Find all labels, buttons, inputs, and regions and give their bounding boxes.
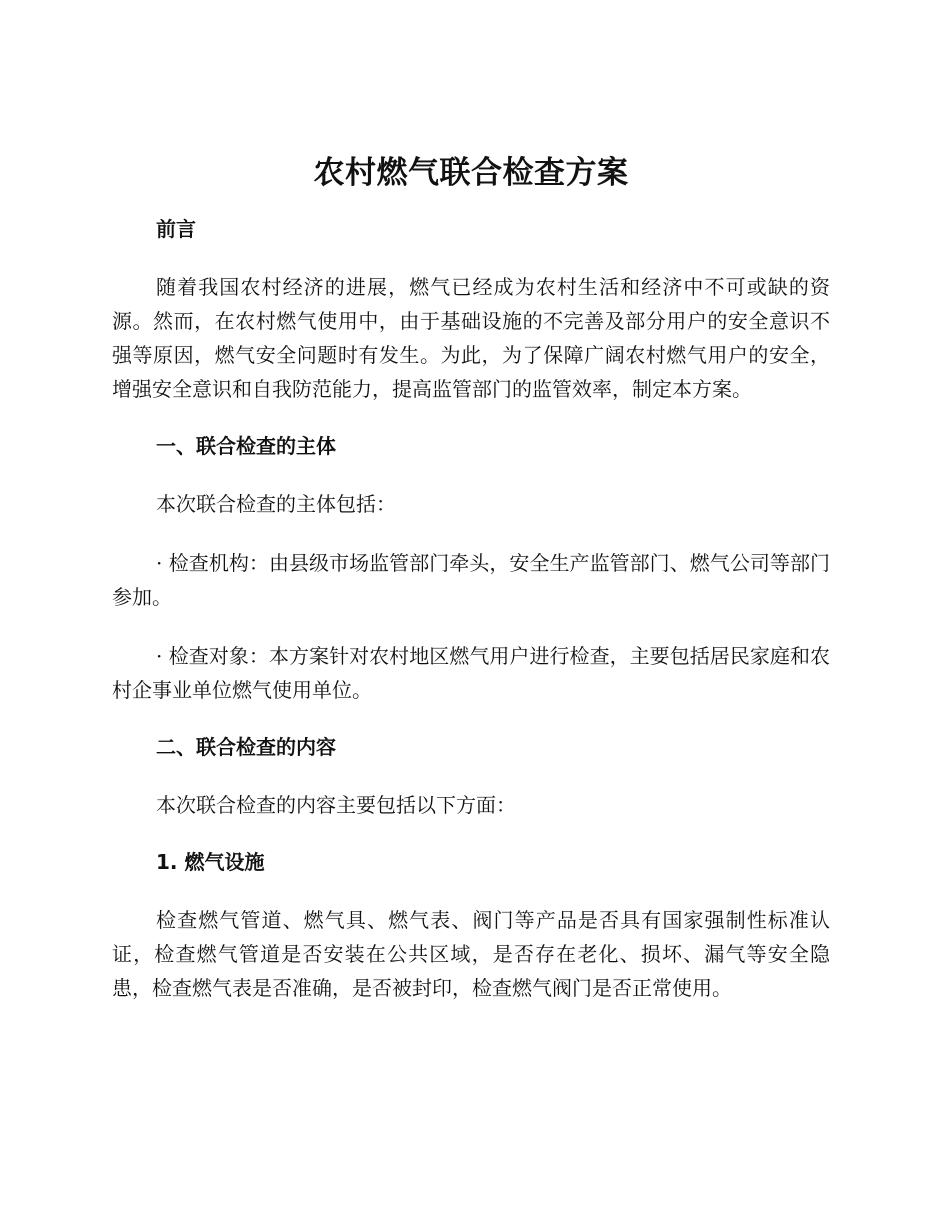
content-heading: 二、联合检查的内容: [156, 735, 336, 759]
subject-item-target: · 检查对象：本方案针对农村地区燃气用户进行检查，主要包括居民家庭和农村企事业单位燃气使用单位。: [112, 644, 830, 702]
content-intro: 本次联合检查的内容主要包括以下方面：: [156, 793, 516, 817]
gas-facilities-heading: 1. 燃气设施: [156, 850, 265, 874]
preface-heading: 前言: [156, 217, 196, 241]
preface-paragraph: 随着我国农村经济的进展，燃气已经成为农村生活和经济中不可或缺的资源。然而，在农村燃气使用中，由于基础设施的不完善及部分用户的安全意识不强等原因，燃气安全问题时有发生。为此，为了保障广阔农村燃气用户的安全，增强安全意识和自我防范能力，提高监管部门的监管效率，制定本方案。: [112, 275, 830, 401]
document-title: 农村燃气联合检查方案: [313, 155, 629, 191]
subject-heading: 一、联合检查的主体: [156, 434, 336, 458]
subject-item-agency: · 检查机构：由县级市场监管部门牵头，安全生产监管部门、燃气公司等部门参加。: [112, 551, 830, 609]
gas-facilities-paragraph: 检查燃气管道、燃气具、燃气表、阀门等产品是否具有国家强制性标准认证，检查燃气管道是否安装在公共区域，是否存在老化、损坏、漏气等安全隐患，检查燃气表是否准确，是否被封印，检查燃气阀门是否正常使用。: [112, 908, 830, 1000]
subject-intro: 本次联合检查的主体包括：: [156, 492, 396, 516]
document-page: [112, 150, 830, 1030]
